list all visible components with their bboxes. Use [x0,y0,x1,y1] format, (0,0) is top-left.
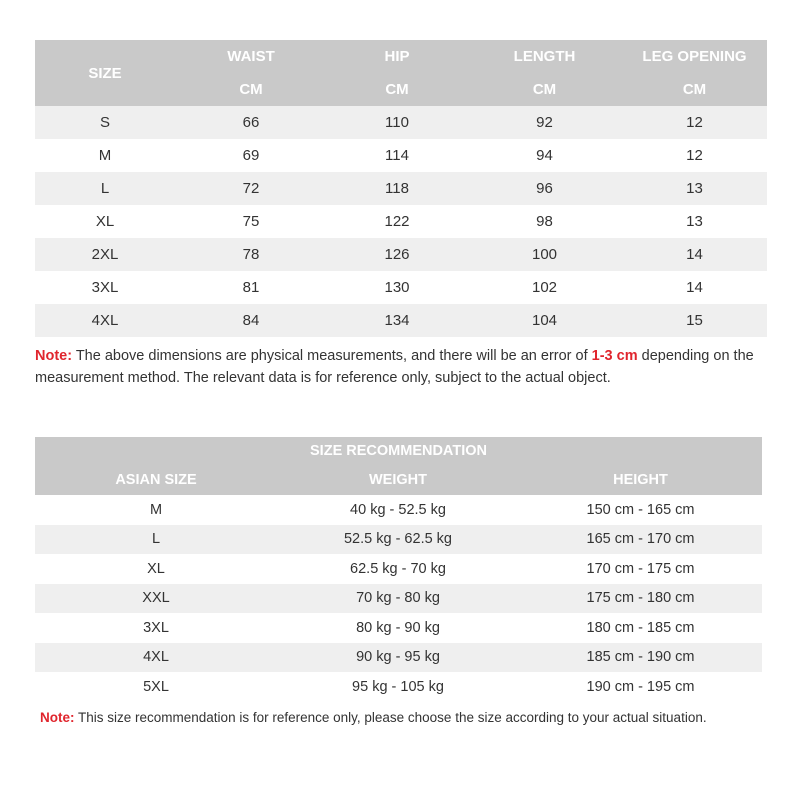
cell-hip: 126 [327,238,467,271]
cell-length: 94 [536,147,553,164]
cell-weight: 52.5 kg - 62.5 kg [277,525,519,555]
recommendation-title: SIZE RECOMMENDATION [35,437,762,465]
cell-weight: 90 kg - 95 kg [277,643,519,673]
cell-asian-size: XXL [35,584,277,614]
note-label: Note: [35,348,73,364]
cell-asian-size: XL [147,560,165,577]
size-chart-table [35,40,767,337]
table-row [35,238,767,271]
cell-weight: 70 kg - 80 kg [277,584,519,614]
cell-weight: 40 kg - 52.5 kg [350,501,446,518]
table-row [35,525,762,555]
cell-waist: 78 [175,238,327,271]
cell-hip: 134 [327,304,467,337]
cell-height: 150 cm - 165 cm [586,501,695,518]
header-asian-size: ASIAN SIZE [35,465,277,495]
header-hip-unit: CM [385,81,409,98]
size-recommendation-table [35,437,762,702]
cell-waist: 69 [242,147,260,164]
cell-length: 102 [531,279,558,296]
cell-asian-size: 3XL [143,619,169,636]
cell-length: 96 [467,172,622,205]
header-size: SIZE [88,64,122,82]
table-row [35,672,762,702]
recommendation-header-row [35,465,762,495]
cell-size: 3XL [91,279,119,296]
cell-asian-size: 4XL [35,643,277,673]
table-row [35,139,767,172]
cell-leg-opening: 14 [686,279,703,296]
note-text-before: The above dimensions are physical measurements, and there will be an error of [72,348,592,364]
cell-size: M [98,147,112,164]
cell-height: 170 cm - 175 cm [586,560,695,577]
cell-size: XL [95,213,115,230]
header-height: HEIGHT [519,465,762,495]
cell-asian-size: 5XL [143,678,169,695]
table-row [35,205,767,238]
cell-size: S [35,106,175,139]
table-row [35,613,762,643]
cell-weight: 80 kg - 90 kg [356,619,440,636]
cell-waist: 75 [242,213,260,230]
note-label: Note: [40,710,75,725]
header-length: LENGTH [513,48,576,65]
table-row [35,643,762,673]
header-waist: WAIST [227,48,275,65]
cell-weight: 95 kg - 105 kg [352,678,444,695]
cell-size: L [35,172,175,205]
cell-size: 4XL [35,304,175,337]
note-highlight: 1-3 cm [591,348,638,364]
table-row [35,304,767,337]
size-chart-header-row [35,40,767,73]
cell-length: 98 [536,213,553,230]
note-text-after: depending on the measurement method. The relevant data is for reference only, subject to the actual object. [35,348,754,386]
header-length-unit: CM [532,81,557,98]
cell-leg-opening: 14 [622,238,767,271]
recommendation-title-row [35,437,762,465]
cell-length: 92 [467,106,622,139]
cell-hip: 114 [385,147,409,164]
cell-hip: 110 [327,106,467,139]
cell-height: 165 cm - 170 cm [519,525,762,555]
cell-waist: 66 [175,106,327,139]
cell-hip: 118 [327,172,467,205]
cell-waist: 72 [175,172,327,205]
cell-size: 2XL [35,238,175,271]
cell-length: 100 [467,238,622,271]
cell-leg-opening: 15 [622,304,767,337]
measurement-note [35,345,770,389]
cell-hip: 130 [384,279,410,296]
table-row [35,172,767,205]
table-row [35,495,762,525]
cell-waist: 84 [175,304,327,337]
cell-leg-opening: 13 [686,213,703,230]
cell-leg-opening: 13 [622,172,767,205]
cell-asian-size: L [35,525,277,555]
header-leg-opening-unit: CM [682,81,707,98]
table-row [35,584,762,614]
header-waist-unit: CM [239,81,263,98]
header-leg-opening: LEG OPENING [642,48,747,65]
cell-height: 185 cm - 190 cm [519,643,762,673]
cell-asian-size: M [149,501,163,518]
cell-length: 104 [467,304,622,337]
cell-height: 180 cm - 185 cm [586,619,695,636]
table-row [35,554,762,584]
header-weight: WEIGHT [277,465,519,495]
recommendation-note [40,708,760,727]
table-row [35,106,767,139]
cell-leg-opening: 12 [686,147,703,164]
cell-hip: 122 [384,213,410,230]
cell-weight: 62.5 kg - 70 kg [350,560,446,577]
note-text: This size recommendation is for reference only, please choose the size according to your actual situation. [74,710,707,725]
cell-height: 190 cm - 195 cm [586,678,695,695]
table-row [35,271,767,304]
cell-waist: 81 [242,279,260,296]
header-hip: HIP [384,48,410,65]
cell-leg-opening: 12 [622,106,767,139]
cell-height: 175 cm - 180 cm [519,584,762,614]
